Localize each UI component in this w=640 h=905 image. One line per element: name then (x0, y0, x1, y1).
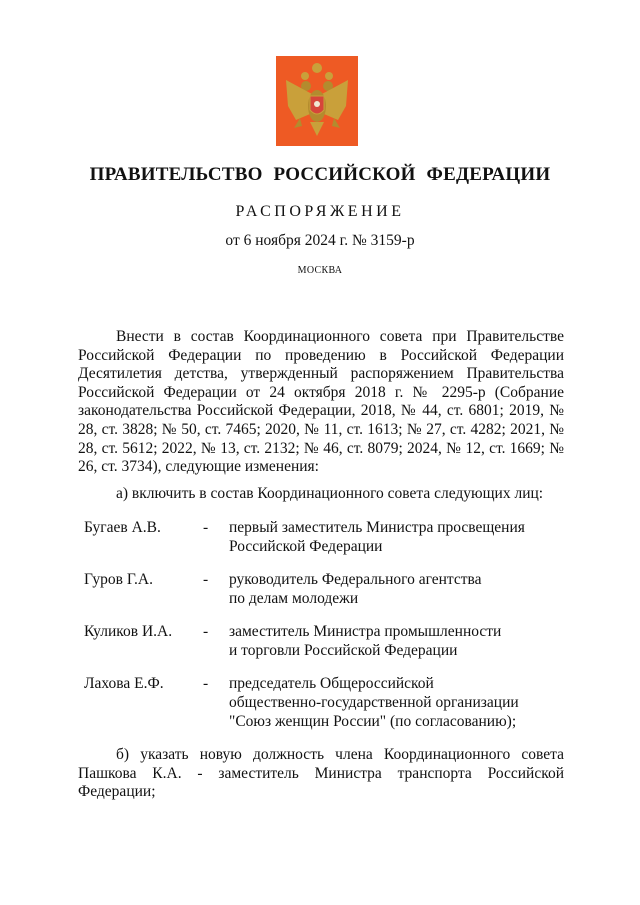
member-role-line: по делам молодежи (229, 590, 359, 607)
member-name: Гуров Г.А. (84, 571, 153, 588)
member-role-line: руководитель Федерального агентства (229, 571, 482, 588)
member-role-line: Российской Федерации (229, 538, 383, 555)
member-role-line: "Союз женщин России" (по согласованию); (229, 713, 517, 730)
member-dash: - (203, 571, 209, 588)
member-role (229, 570, 549, 608)
member-role (229, 518, 549, 556)
government-title: ПРАВИТЕЛЬСТВО РОССИЙСКОЙ ФЕДЕРАЦИИ (89, 164, 551, 185)
member-name: Лахова Е.Ф. (84, 675, 164, 692)
intro-paragraph: Внести в состав Координационного совета при Правительстве Российской Федерации по проведению в Российской Федерации Десятилетия детства, утвержденный распоряжением Правительства Российской Федерации от 24 октября 2018 г. № 2295-р (Собрание законодательства Российской Федерации, 2018, № 44, ст. 6801; 2019, № 28, ст. 3828; № 50, ст. 7465; 2020, № 11, ст. 1613; № 27, ст. 4282; 2021, № 28, ст. 5612; 2022, № 13, ст. 2132; № 46, ст. 8079; 2024, № 12, ст. 1669; № 26, ст. 3734), следующие изменения: (78, 328, 564, 476)
member-name: Бугаев А.В. (84, 519, 161, 536)
member-name: Куликов И.А. (84, 623, 173, 640)
item-a-paragraph: а) включить в состав Координационного совета следующих лиц: (116, 485, 544, 502)
document-date-number: от 6 ноября 2024 г. № 3159-р (225, 232, 415, 249)
member-role-line: и торговли Российской Федерации (229, 642, 458, 659)
member-role (229, 674, 549, 731)
member-role-line: заместитель Министра промышленности (229, 623, 502, 640)
member-dash: - (203, 519, 209, 536)
member-role-line: общественно-государственной организации (229, 694, 519, 711)
document-type: РАСПОРЯЖЕНИЕ (235, 203, 405, 220)
member-role-line: председатель Общероссийской (229, 675, 434, 692)
member-role-line: первый заместитель Министра просвещения (229, 519, 525, 536)
member-role (229, 622, 549, 660)
document-city: МОСКВА (297, 265, 343, 276)
member-dash: - (203, 675, 209, 692)
item-b-paragraph: б) указать новую должность члена Координационного совета Пашкова К.А. - заместитель Министра транспорта Российской Федерации; (78, 746, 564, 801)
russian-coat-of-arms-icon (276, 56, 358, 146)
member-dash: - (203, 623, 209, 640)
